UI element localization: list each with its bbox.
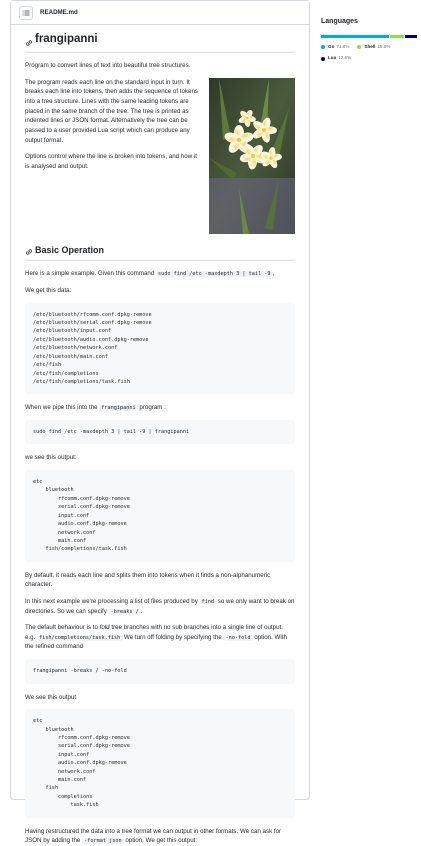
intro-text: Program to convert lines of text into beautiful tree structures.	[25, 62, 191, 70]
page-title	[25, 31, 295, 53]
text-span: We turn off folding by specifying the	[122, 633, 224, 641]
text-span: In this next example we're processing a list of files produced by	[25, 598, 200, 606]
program-description: The program reads each line on the standard input in turn. It breaks each line into tokens, then adds the sequence of tokens into a tree structure. Lines with the same leading tokens are placed in the same branch of the tree. The tree is printed as indented lines or JSON format. Alternatively the tree can be passed to a user provided Lua script which can produce any output format.	[25, 78, 199, 144]
language-color-dot	[321, 57, 325, 61]
language-bar-segment-shell	[390, 35, 405, 38]
pipe-text	[25, 403, 295, 413]
outline-button[interactable]	[19, 6, 33, 20]
readme-header	[11, 1, 309, 25]
text-span: When we pipe this into the	[25, 404, 100, 412]
language-name: Shell	[364, 43, 376, 49]
inline-code: -format json	[84, 838, 122, 845]
inline-code: frangipanni	[101, 405, 136, 412]
text-span: ,	[272, 270, 275, 278]
text-span: Here is a simple example. Given this command	[25, 270, 157, 278]
language-percent: 15.6%	[377, 43, 391, 49]
see-output-text-2: We see this output	[25, 693, 77, 701]
language-percent: 71.8%	[336, 43, 350, 49]
language-bar-segment-lua	[405, 35, 417, 38]
json-text	[25, 827, 295, 846]
language-color-dot	[321, 45, 325, 49]
language-item-lua[interactable]	[321, 55, 351, 62]
text-span: Having restructured the data into a tree format we can output in other formats. We can ask for JSON by adding the	[25, 827, 282, 845]
section-heading-basic-operation	[25, 244, 295, 262]
default-behaviour-text	[25, 623, 295, 652]
text-span: tree branches with no sub branches into a single line of output. e.g.	[25, 624, 283, 641]
language-name: Lua	[328, 55, 337, 61]
code-block-output-2: etc bluetooth rfcomm.conf.dpkg-remove serial.conf.dpkg-remove input.conf audio.conf.dpkg-remove network.conf main.conf fish completions task.fish	[25, 709, 295, 818]
inline-code: sudo find /etc -maxdepth 3 | tail -9	[158, 271, 271, 278]
inline-code: fish/completions/task.fish	[39, 634, 121, 641]
language-color-dot	[357, 45, 361, 49]
emphasis: fold	[99, 624, 110, 632]
languages-title: Languages	[321, 18, 358, 25]
title-text: frangipanni	[35, 33, 98, 45]
code-block-output: etc bluetooth rfcomm.conf.dpkg-remove serial.conf.dpkg-remove input.conf audio.conf.dpkg-remove network.conf main.conf fish/completions/task.fish	[25, 470, 295, 562]
options-text: Options control where the line is broken into tokens, and how it is analysed and output.	[25, 153, 197, 170]
link-icon[interactable]	[25, 247, 33, 255]
next-example-text	[25, 597, 295, 616]
frangipanni-flower-image	[209, 78, 295, 234]
default-text: By default, it reads each line and splits them into tokens when it finds a non-alphanumeric character.	[25, 571, 271, 589]
inline-code: find	[201, 599, 215, 606]
text-span: option. We get this output:	[123, 837, 198, 845]
language-item-shell[interactable]	[357, 44, 390, 51]
language-bar	[321, 35, 417, 38]
language-bar-segment-go	[321, 35, 389, 38]
link-icon[interactable]	[25, 36, 33, 44]
text-span: option. With the refined command	[25, 633, 287, 651]
text-span: The default behaviour is to	[25, 624, 100, 632]
section-heading-text: Basic Operation	[35, 244, 105, 255]
inline-code: -no-fold	[225, 634, 251, 641]
readme-filename: README.md	[40, 8, 78, 16]
text-span: program :	[137, 404, 166, 412]
code-block-command: sudo find /etc -maxdepth 3 | tail -9 | frangipanni	[25, 420, 295, 444]
text-span: .	[140, 607, 143, 615]
code-block-refined-command: frangipanni -breaks / -no-fold	[25, 659, 295, 683]
code-block-data: /etc/bluetooth/rfcomm.conf.dpkg-remove /etc/bluetooth/serial.conf.dpkg-remove /etc/bluetooth/input.conf /etc/bluetooth/audio.conf.dpkg-remove /etc/bluetooth/network.conf /etc/bluetooth/main.conf /etc/fish /etc/fish/completions /etc/fish/completions/task.fish	[25, 303, 295, 395]
example-text	[25, 269, 295, 279]
readme-content	[11, 25, 309, 846]
text-span: so we only want to break on directories. So we can specify	[25, 598, 295, 615]
readme-panel	[10, 0, 310, 845]
sidebar	[321, 0, 417, 67]
language-name: Go	[328, 43, 335, 49]
language-percent: 12.6%	[338, 55, 352, 61]
see-output-text: we see this output:	[25, 454, 77, 462]
list-icon	[22, 9, 30, 17]
inline-code: -breaks /	[110, 608, 139, 615]
get-data-text: We get this data:	[25, 286, 72, 294]
language-item-go[interactable]	[321, 44, 349, 51]
language-list	[321, 44, 417, 68]
